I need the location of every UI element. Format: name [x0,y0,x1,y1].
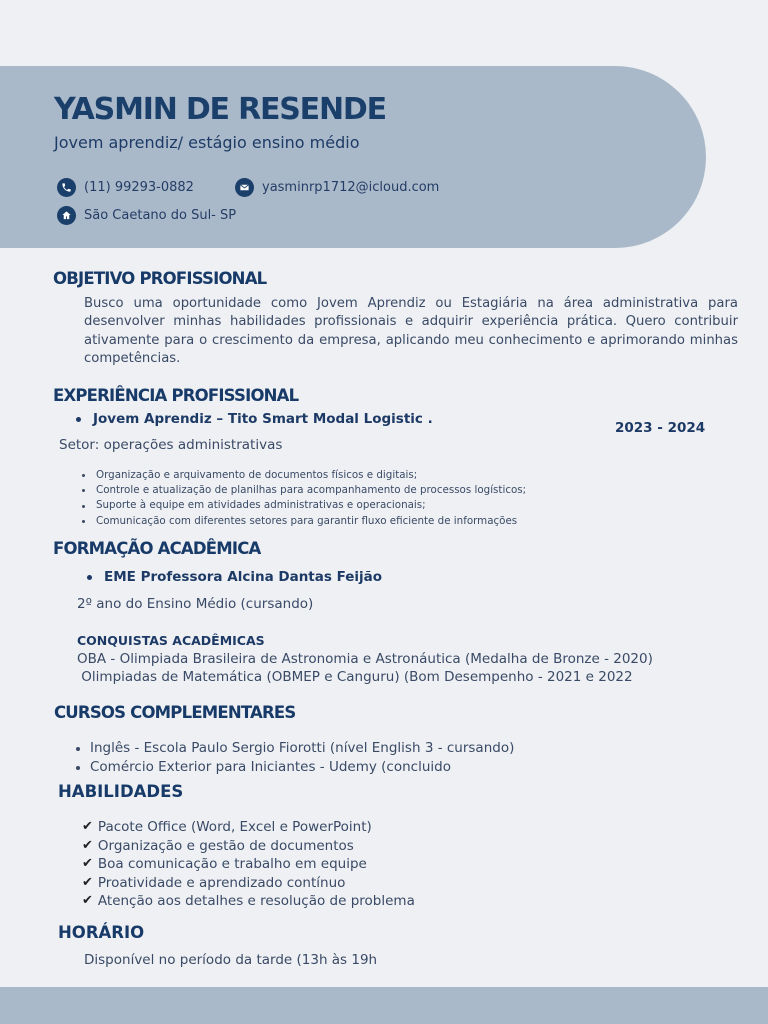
school-name-text: EME Professora Alcina Dantas Feijão [104,569,383,585]
list-item [82,818,415,837]
bullet-icon [82,489,85,492]
school-grade: 2º ano do Ensino Médio (cursando) [77,596,314,612]
bullet-icon [76,747,80,751]
email-text: yasminrp1712@icloud.com [262,180,440,195]
check-icon: ✔ [82,819,93,834]
list-item [82,468,526,483]
list-item [82,483,526,498]
experience-tasks [82,468,526,529]
list-item [82,892,415,911]
list-item [82,514,526,529]
list-item [76,739,514,758]
list-item [82,855,415,874]
skill-text: Proatividade e aprendizado contínuo [97,874,346,891]
bullet-icon [76,417,81,422]
bullet-icon [76,766,80,770]
experience-sector: Setor: operações administrativas [59,437,283,453]
skills-list [82,818,415,911]
task-text: Organização e arquivamento de documentos físicos e digitais; [96,469,418,481]
course-text: Inglês - Escola Paulo Sergio Fiorotti (nível English 3 - cursando) [90,740,515,756]
phone-text: (11) 99293-0882 [84,180,194,195]
phone-icon [57,178,76,197]
conquista-item: Olimpiadas de Matemática (OBMEP e Canguru) (Bom Desempenho - 2021 e 2022 [77,669,633,685]
list-item [76,758,514,777]
section-title-objetivo: OBJETIVO PROFISSIONAL [53,269,267,288]
location-text: São Caetano do Sul- SP [84,208,237,223]
skill-text: Organização e gestão de documentos [97,837,354,854]
conquistas-title: CONQUISTAS ACADÊMICAS [77,633,265,648]
experience-role-text: Jovem Aprendiz – Tito Smart Modal Logistic . [93,411,433,427]
skill-text: Pacote Office (Word, Excel e PowerPoint) [97,819,372,835]
bullet-icon [87,575,92,580]
contact-location [57,206,236,225]
list-item [82,874,415,893]
check-icon: ✔ [82,837,93,853]
section-title-formacao: FORMAÇÃO ACADÊMICA [53,539,261,558]
section-title-experiencia: EXPERIÊNCIA PROFISSIONAL [53,386,299,405]
conquista-item: OBA - Olimpiada Brasileira de Astronomia e Astronáutica (Medalha de Bronze - 2020) [77,651,653,667]
experience-period: 2023 - 2024 [615,420,706,436]
bullet-icon [82,520,85,523]
check-icon: ✔ [82,874,93,890]
candidate-name: YASMIN DE RESENDE [54,92,386,127]
school-name [87,569,382,585]
objetivo-text: Busco uma oportunidade como Jovem Aprendiz ou Estagiária na área administrativa para desenvolver minhas habilidades profissionais e adquirir experiência prática. Quero contribuir ativamente para o crescimento da empresa, aplicando meu conhecimento e aprimorando minhas competências. [84,296,738,366]
course-text: Comércio Exterior para Iniciantes - Udemy (concluido [90,759,451,775]
list-item [82,837,415,856]
task-text: Comunicação com diferentes setores para garantir fluxo eficiente de informações [96,514,518,527]
footer-band [0,987,768,1024]
contact-phone [57,178,194,197]
bullet-icon [82,474,85,477]
check-icon: ✔ [82,893,93,908]
skill-text: Atenção aos detalhes e resolução de problema [97,893,415,909]
home-icon [57,206,76,225]
list-item [82,498,526,513]
candidate-subtitle: Jovem aprendiz/ estágio ensino médio [54,133,360,152]
task-text: Controle e atualização de planilhas para acompanhamento de processos logísticos; [96,484,527,497]
contact-email [235,178,439,197]
mail-icon [235,178,254,197]
section-title-horario: HORÁRIO [58,923,145,942]
section-title-habilidades: HABILIDADES [58,782,184,801]
horario-text: Disponível no período da tarde (13h às 19h [84,952,378,968]
experience-role [76,411,433,427]
check-icon: ✔ [82,856,93,871]
skill-text: Boa comunicação e trabalho em equipe [97,856,367,872]
bullet-icon [82,505,85,508]
section-title-cursos: CURSOS COMPLEMENTARES [54,703,296,722]
task-text: Suporte à equipe em atividades administrativas e operacionais; [96,499,426,512]
courses-list [76,739,514,777]
